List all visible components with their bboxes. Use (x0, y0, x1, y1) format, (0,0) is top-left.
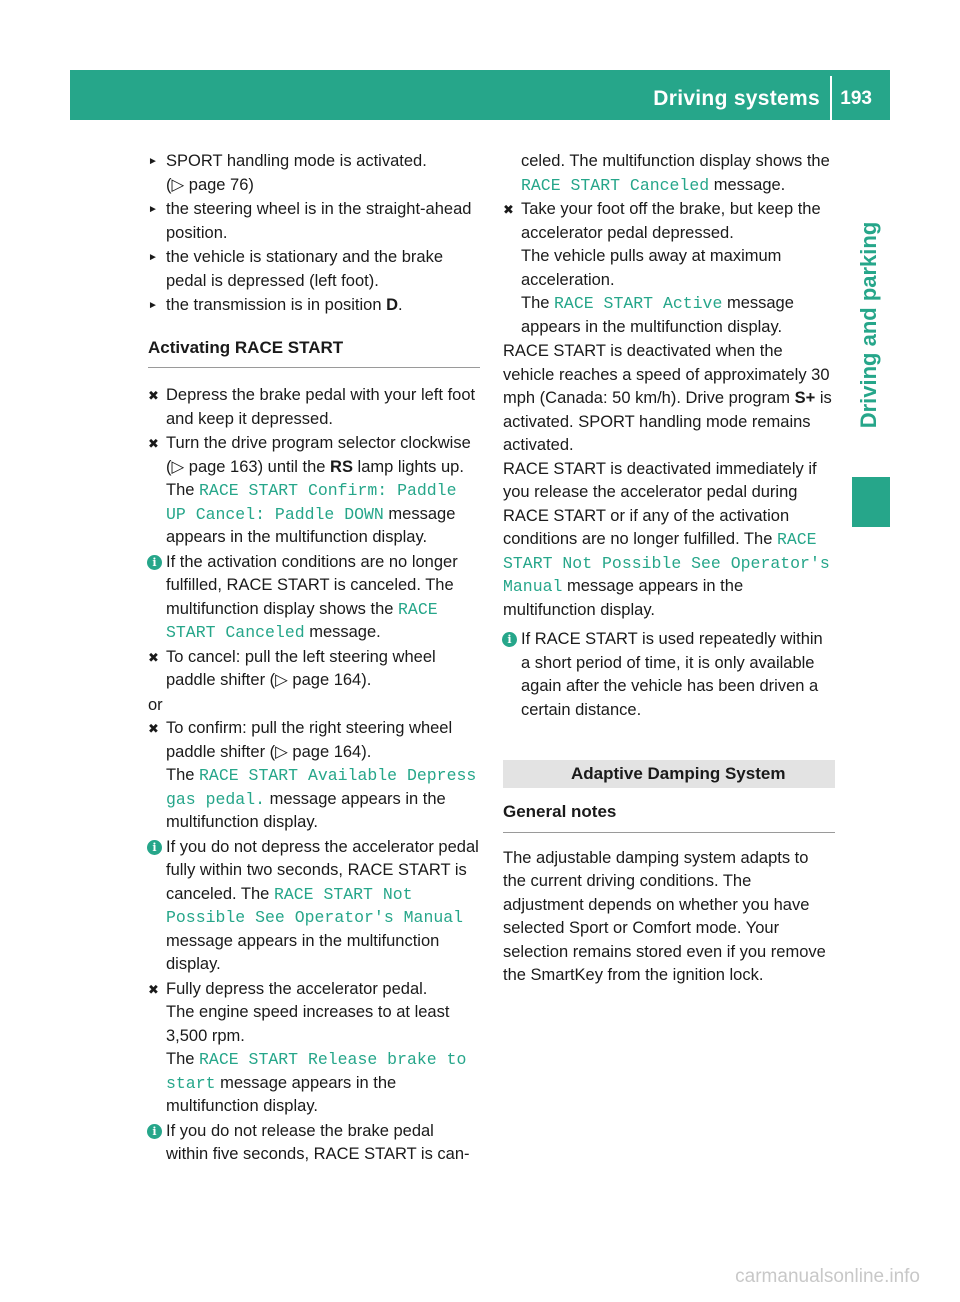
section-title: Driving systems (653, 87, 820, 110)
page-reference[interactable]: (▷ page 76) (166, 175, 254, 194)
step-text: The (166, 1050, 200, 1068)
continued-note (503, 150, 835, 197)
paragraph-text: message appears in the multifunction display. (503, 577, 744, 619)
info-icon: i (147, 1124, 162, 1139)
step-marker-icon: ✖ (148, 388, 159, 403)
condition-item (148, 198, 480, 245)
info-note (148, 1120, 480, 1167)
drive-program-label: S+ (794, 389, 816, 407)
step-text: message appears in the multifunction display. (166, 789, 446, 831)
display-message: RACE START Canceled (521, 175, 710, 195)
step-text: message appears in the multifunction display. (166, 1073, 397, 1115)
step-text: The (521, 294, 555, 312)
bullet-icon: ► (148, 204, 158, 215)
bullet-icon: ► (148, 300, 158, 311)
condition-text: the vehicle is stationary and the brake pedal is depressed (left foot). (166, 248, 443, 290)
step-text: lamp lights up. (352, 457, 464, 476)
step-item (148, 717, 480, 835)
gear-position: D (386, 296, 399, 314)
display-message: RACE START Not Possible See Operator's Manual (166, 884, 464, 927)
note-text: If RACE START is used repeatedly within a short period of time, it is only available again after the vehicle has been driven a certain distance. (521, 630, 823, 719)
step-text: Turn the drive program selector clockwise (▷ page 163) until the (166, 434, 471, 476)
step-text: message appears in the multifunction display. (166, 504, 456, 546)
paragraph-text: RACE START is deactivated when the vehicle reaches a speed of approximately 30 mph (Canada: 50 km/h). Drive program (503, 342, 830, 407)
condition-item (148, 150, 480, 197)
bullet-icon: ► (148, 252, 158, 263)
step-text: Depress the brake pedal with your left foot and keep it depressed. (166, 386, 476, 428)
watermark: carmanualsonline.info (735, 1265, 920, 1287)
step-marker-icon: ✖ (148, 436, 159, 451)
lamp-label: RS (330, 457, 353, 476)
condition-text: SPORT handling mode is activated. (166, 152, 427, 170)
subsection-heading: General notes (503, 800, 835, 833)
display-message: RACE START Available Depress gas pedal. (166, 766, 477, 809)
step-text: To confirm: pull the right steering wheel paddle shifter (▷ page 164). (166, 719, 453, 761)
step-item (148, 978, 480, 1119)
step-result: The vehicle pulls away at maximum acceleration. (521, 247, 782, 289)
display-message: RACE START Release brake to start (166, 1050, 467, 1093)
condition-item (148, 246, 480, 293)
note-text: message. (709, 175, 786, 194)
info-icon: i (147, 555, 162, 570)
note-text: If you do not depress the accelerator pedal fully within two seconds, RACE START is canceled. The (166, 837, 479, 903)
body-paragraph (503, 458, 835, 623)
step-item (503, 198, 835, 339)
chapter-marker-block (852, 477, 890, 527)
header-divider (830, 76, 832, 120)
step-item (148, 384, 480, 431)
display-message: RACE START Canceled (166, 599, 438, 642)
info-icon: i (502, 632, 517, 647)
step-text: message appears in the multifunction display. (521, 294, 794, 336)
condition-text: the steering wheel is in the straight-ahead position. (166, 200, 472, 242)
left-column (148, 150, 480, 1168)
chapter-tab-label: Driving and parking (856, 221, 882, 429)
step-marker-icon: ✖ (148, 981, 159, 997)
display-message: RACE START Confirm: Paddle UP Cancel: Paddle DOWN (166, 481, 457, 524)
condition-text: the transmission is in position (166, 296, 387, 314)
info-note (148, 551, 480, 645)
note-text: message. (304, 623, 381, 641)
step-text: To cancel: pull the left steering wheel paddle shifter (▷ page 164). (166, 647, 436, 689)
note-text: message appears in the multifunction display. (166, 931, 440, 973)
step-marker-icon: ✖ (148, 721, 159, 736)
info-icon: i (147, 840, 162, 855)
body-paragraph (503, 340, 835, 458)
step-marker-icon: ✖ (503, 202, 514, 217)
step-item (148, 432, 480, 550)
step-text: Take your foot off the brake, but keep the accelerator pedal depressed. (521, 200, 821, 242)
right-column (503, 150, 835, 988)
or-label: or (148, 695, 163, 714)
condition-item (148, 294, 480, 318)
display-message: RACE START Not Possible See Operator's Manual (503, 530, 830, 596)
info-note (503, 628, 835, 722)
info-note (148, 836, 480, 977)
step-text: Fully depress the accelerator pedal. (166, 979, 428, 998)
note-text: If the activation conditions are no longer fulfilled, RACE START is canceled. The multifunction display shows the (166, 552, 458, 618)
note-text: celed. The multifunction display shows the (521, 152, 830, 170)
note-text: If you do not release the brake pedal within five seconds, RACE START is can- (166, 1121, 470, 1163)
body-paragraph: The adjustable damping system adapts to the current driving conditions. The adjustment depends on whether you have selected Sport or Comfort mode. Your selection remains stored even if you remove the SmartKey from the ignition lock. (503, 848, 826, 984)
header-bar (70, 70, 890, 120)
paragraph-text: is activated. SPORT handling mode remains activated. (503, 389, 832, 454)
step-item (148, 646, 480, 693)
step-text: The (166, 481, 200, 499)
bullet-icon: ► (148, 156, 158, 167)
section-title-box: Adaptive Damping System (503, 760, 835, 788)
step-marker-icon: ✖ (148, 649, 159, 665)
condition-text-end: . (398, 296, 403, 314)
chapter-tab (848, 120, 890, 530)
section-heading: Activating RACE START (148, 336, 480, 369)
display-message: RACE START Active (554, 294, 723, 313)
step-text: The (166, 766, 200, 784)
page-number: 193 (840, 88, 872, 109)
step-result: The engine speed increases to at least 3,500 rpm. (166, 1003, 450, 1045)
paragraph-text: RACE START is deactivated immediately if you release the accelerator pedal during RACE START or if any of the activation conditions are no longer fulfilled. The (503, 459, 817, 548)
